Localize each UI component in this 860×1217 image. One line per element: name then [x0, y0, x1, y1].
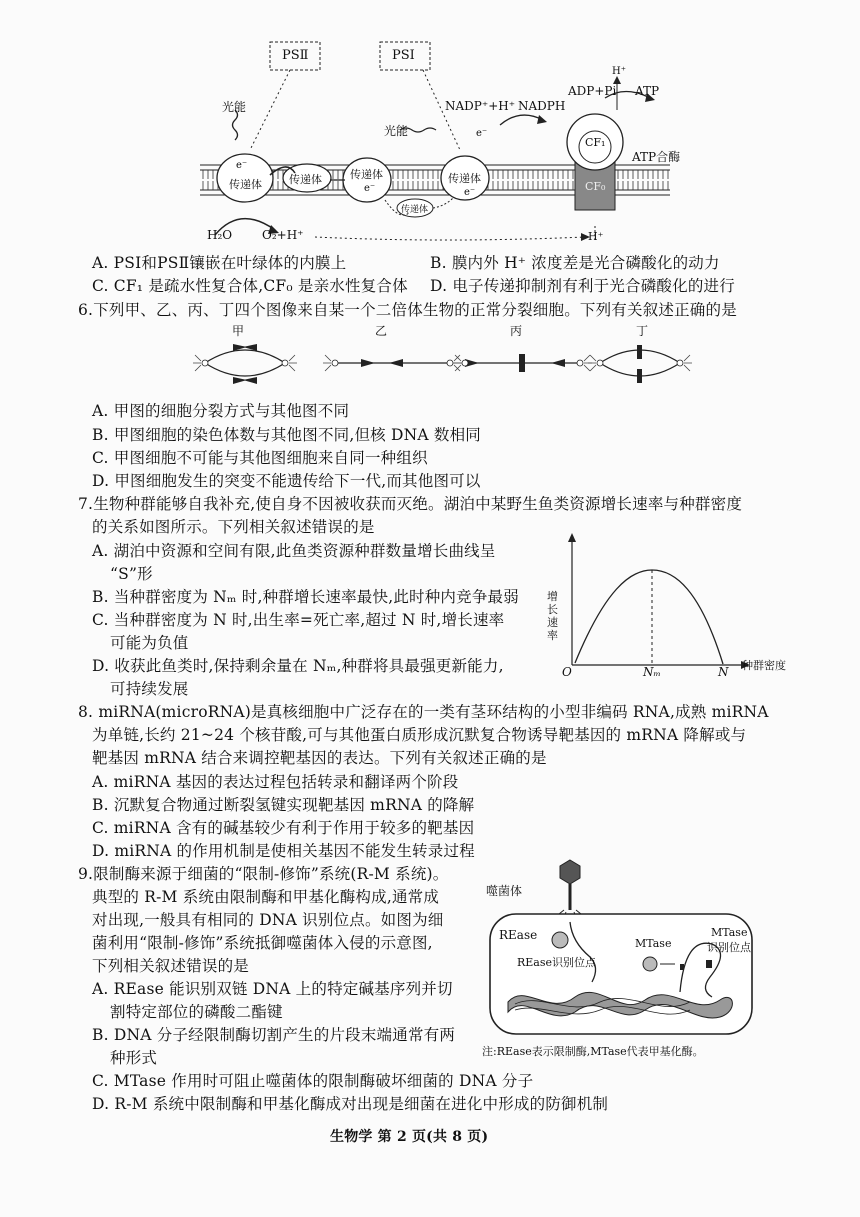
mtase-site-label-2: 识别位点 — [707, 941, 751, 954]
q8-option-c: C. miRNA 含有的碱基较少有利于作用于较多的靶基因 — [92, 819, 475, 837]
q6-option-a: A. 甲图的细胞分裂方式与其他图不同 — [92, 402, 350, 420]
q7-option-a: A. 湖泊中资源和空间有限,此鱼类资源种群数量增长曲线呈 — [92, 542, 496, 560]
nadph-label: NADPH — [518, 99, 566, 113]
e-label-5: e⁻ — [464, 187, 476, 198]
q5-option-b: B. 膜内外 H⁺ 浓度差是光合磷酸化的动力 — [430, 254, 720, 272]
q9-option-a-cont: 割特定部位的磷酸二酯键 — [110, 1003, 283, 1021]
mtase-enzyme — [643, 957, 657, 971]
q6-label-yi: 乙 — [375, 324, 388, 338]
q9-figure-note: 注:REase表示限制酶,MTase代表甲基化酶。 — [482, 1045, 704, 1058]
atp-synthase-label: ATP合酶 — [632, 150, 681, 164]
q8-option-d: D. miRNA 的作用机制是使相关基因不能发生转录过程 — [92, 842, 475, 860]
e-label-top: e⁻ — [476, 128, 488, 139]
e-label-1: e⁻ — [236, 160, 248, 171]
q7-nm-label: Nₘ — [643, 665, 661, 679]
q5-option-a: A. PSⅠ和PSⅡ镶嵌在叶绿体的内膜上 — [92, 254, 347, 272]
carrier-label-3: 传递体 — [350, 168, 383, 181]
q7-option-c-cont: 可能为负值 — [110, 634, 189, 652]
q5-option-c: C. CF₁ 是疏水性复合体,CF₀ 是亲水性复合体 — [92, 277, 408, 295]
q6-stem: 6.下列甲、乙、丙、丁四个图像来自某一个二倍体生物的正常分裂细胞。下列有关叙述正确的是 — [78, 301, 737, 319]
page-footer: 生物学 第 2 页(共 8 页) — [330, 1129, 489, 1145]
carrier-label-4: 传递体 — [401, 205, 429, 215]
q7-ylabel: 增长速率 — [547, 590, 558, 642]
q7-origin: O — [562, 665, 572, 679]
q6-option-b: B. 甲图细胞的染色体数与其他图不同,但核 DNA 数相同 — [92, 426, 482, 444]
q7-option-d: D. 收获此鱼类时,保持剩余量在 Nₘ,种群将具最强更新能力, — [92, 657, 504, 675]
q7-xlabel: 种群密度 — [742, 659, 786, 672]
q6-label-bing: 丙 — [510, 324, 523, 338]
q5-option-d: D. 电子传递抑制剂有利于光合磷酸化的进行 — [430, 277, 735, 295]
mtase-site-label-1: MTase — [711, 926, 748, 939]
q9-option-a: A. REase 能识别双链 DNA 上的特定碱基序列并切 — [92, 980, 453, 998]
growth-curve — [575, 570, 723, 664]
phage-label: 噬菌体 — [486, 884, 523, 898]
nadp-label: NADP⁺+H⁺ — [445, 99, 516, 113]
q7-stem-line2: 的关系如图所示。下列相关叙述错误的是 — [92, 518, 375, 536]
carrier-label-5: 传递体 — [448, 172, 481, 185]
q9-option-b: B. DNA 分子经限制酶切割产生的片段末端通常有两 — [92, 1026, 456, 1044]
q8-option-a: A. miRNA 基因的表达过程包括转录和翻译两个阶段 — [92, 773, 459, 791]
light-label-2: 光能 — [384, 124, 409, 138]
q6-label-jia: 甲 — [232, 324, 245, 338]
light-label-1: 光能 — [222, 100, 247, 114]
q6-label-ding: 丁 — [636, 324, 649, 338]
q9-line-1: 9.限制酶来源于细菌的“限制-修饰”系统(R-M 系统)。 — [78, 865, 449, 883]
q9-line-3: 对出现,一般具有相同的 DNA 识别位点。如图为细 — [92, 911, 444, 929]
q9-line-5: 下列相关叙述错误的是 — [92, 957, 250, 975]
adp-label: ADP+Pi — [568, 84, 617, 98]
q7-option-c: C. 当种群密度为 N 时,出生率=死亡率,超过 N 时,增长速率 — [92, 611, 505, 629]
q7-growth-chart — [545, 530, 835, 680]
h-bottom-label: H⁺ — [588, 230, 604, 243]
h2o-label: H₂O — [207, 228, 233, 242]
q7-option-d-cont: 可持续发展 — [110, 680, 189, 698]
q8-line-1: 8. miRNA(microRNA)是真核细胞中广泛存在的一类有茎环结构的小型非编码 RNA,成熟 miRNA — [78, 703, 769, 721]
mtase-label: MTase — [635, 937, 672, 950]
q7-option-b: B. 当种群密度为 Nₘ 时,种群增长速率最快,此时种内竞争最弱 — [92, 588, 519, 606]
q9-option-c: C. MTase 作用时可阻止噬菌体的限制酶破坏细菌的 DNA 分子 — [92, 1072, 534, 1090]
q6-option-c: C. 甲图细胞不可能与其他图细胞来自同一种组织 — [92, 449, 428, 467]
carrier-label-2: 传递体 — [289, 173, 322, 186]
rease-site-label: REase识别位点 — [517, 956, 597, 969]
e-label-3: e⁻ — [364, 183, 376, 194]
q7-n-label: N — [718, 665, 729, 679]
q7-option-a-cont: “S”形 — [110, 565, 153, 583]
q8-line-2: 为单链,长约 21~24 个核苷酸,可与其他蛋白质形成沉默复合物诱导靶基因的 mRNA 降解或与 — [92, 726, 747, 744]
q7-stem-line1: 7.生物种群能够自我补充,使自身不因被收获而灭绝。湖泊中某野生鱼类资源增长速率与种群密度 — [78, 495, 743, 513]
q8-option-b: B. 沉默复合物通过断裂氢键实现靶基因 mRNA 的降解 — [92, 796, 475, 814]
carrier-label-1: 传递体 — [229, 178, 262, 191]
ps2-label: PSⅡ — [282, 48, 309, 63]
q9-line-4: 菌利用“限制-修饰”系统抵御噬菌体入侵的示意图, — [92, 934, 433, 952]
ps1-label: PSⅠ — [392, 48, 415, 63]
q6-option-d: D. 甲图细胞发生的突变不能遗传给下一代,而其他图可以 — [92, 472, 481, 490]
q9-option-d: D. R-M 系统中限制酶和甲基化酶成对出现是细菌在进化中形成的防御机制 — [92, 1095, 609, 1113]
o2-label: O₂+H⁺ — [262, 228, 304, 242]
atp-label: ATP — [635, 84, 660, 98]
cf0-label: CF₀ — [585, 180, 606, 193]
q8-line-3: 靶基因 mRNA 结合来调控靶基因的表达。下列有关叙述正确的是 — [92, 749, 547, 767]
rease-label: REase — [499, 928, 538, 942]
q9-line-2: 典型的 R-M 系统由限制酶和甲基化酶构成,通常成 — [92, 888, 440, 906]
h-top-label: H⁺ — [612, 66, 626, 77]
q9-option-b-cont: 种形式 — [110, 1049, 158, 1067]
q6-cells-figure — [185, 335, 715, 395]
cf1-label: CF₁ — [585, 136, 606, 149]
rease-enzyme — [552, 932, 568, 948]
